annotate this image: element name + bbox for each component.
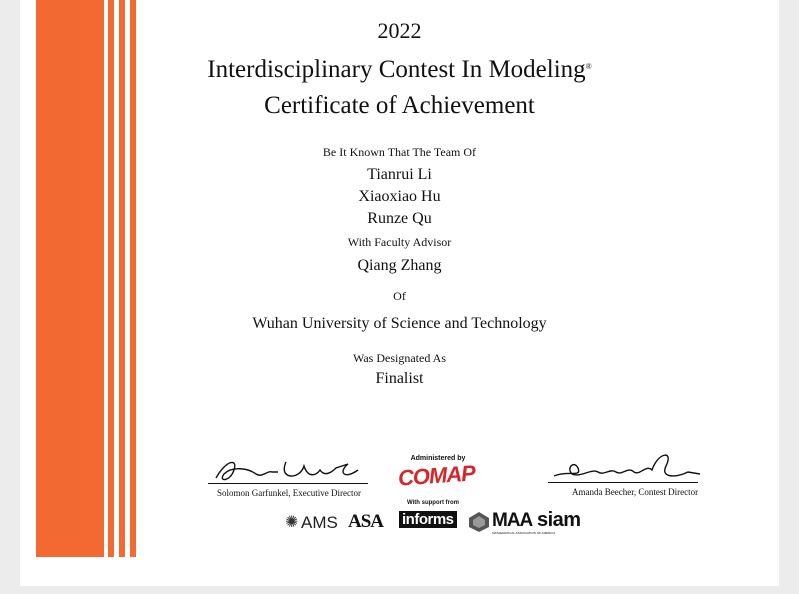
comap-logo: COMAP [397, 460, 476, 491]
team-member-3: Runze Qu [367, 210, 432, 227]
advisor-name: Qiang Zhang [357, 257, 442, 274]
certificate-year: 2022 [377, 18, 422, 43]
right-signature-line [548, 482, 698, 483]
administered-by-label: Administered by [410, 455, 466, 462]
registered-mark: ® [585, 62, 592, 71]
asa-logo: ASA [348, 511, 384, 532]
ams-logo: AMS [301, 513, 338, 532]
contest-title [20, 56, 779, 84]
of-label: Of [393, 289, 406, 303]
maa-logo: MAA [492, 510, 533, 531]
support-label: With support from [407, 500, 459, 506]
team-member-1: Tianrui Li [367, 166, 432, 183]
siam-logo: siam [537, 509, 581, 531]
intro-text: Be It Known That The Team Of [322, 145, 477, 159]
designation-label: Was Designated As [352, 351, 447, 365]
left-signature-caption: Solomon Garfunkel, Executive Director [217, 488, 361, 498]
university-name: Wuhan University of Science and Technology [252, 315, 547, 332]
certificate-title: Certificate of Achievement [264, 92, 535, 119]
informs-logo: informs [399, 511, 457, 528]
advisor-label: With Faculty Advisor [347, 235, 452, 249]
team-member-2: Xiaoxiao Hu [358, 188, 441, 205]
designation-value: Finalist [375, 370, 424, 387]
maa-emblem-icon [468, 511, 490, 533]
left-signature-line [208, 483, 368, 484]
right-signature-caption: Amanda Beecher, Contest Director [572, 487, 699, 497]
ams-logo-icon: ✺ [285, 514, 299, 531]
maa-subtitle: MATHEMATICAL ASSOCIATION OF AMERICA [492, 531, 556, 535]
contest-name: Interdisciplinary Contest In Modeling [207, 56, 586, 83]
certificate-page [20, 0, 779, 586]
